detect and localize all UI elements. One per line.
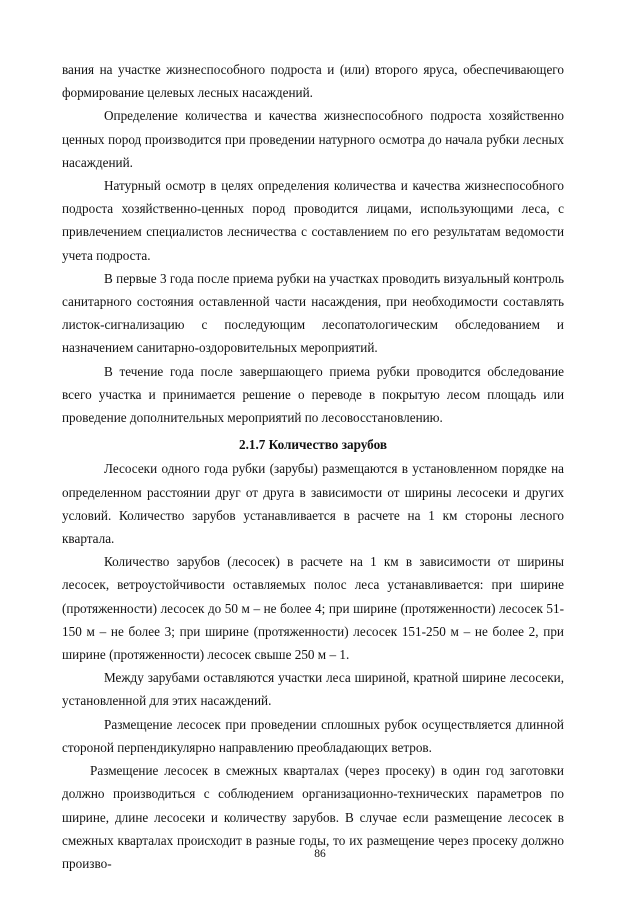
paragraph-3: Натурный осмотр в целях определения количества и качества жизнеспособного подроста хозяйственно-ценных пород проводится лицами, использующими леса, с привлечением специалистов лесничества с составлением по его результатам ведомости учета подроста.: [62, 178, 564, 263]
page-number: 86: [314, 848, 326, 860]
paragraph-8: Между зарубами оставляются участки леса шириной, кратной ширине лесосеки, установленной для этих насаждений.: [62, 670, 564, 709]
paragraph-7: Количество зарубов (лесосек) в расчете на 1 км в зависимости от ширины лесосек, ветроустойчивости оставляемых полос леса устанавливается: при ширине (протяженности) лесосек до 50 м – не более 4; при ширине (протяженности) лесосек 51-150 м – не более 3; при ширине (протяженности) лесосек 151-250 м – не более 2, при ширине (протяженности) лесосек свыше 250 м – 1.: [62, 554, 564, 663]
document-page: [62, 58, 564, 875]
paragraph-5: В течение года после завершающего приема рубки проводится обследование всего участка и принимается решение о переводе в покрытую лесом площадь или проведение дополнительных мероприятий по лесовосстановлению.: [62, 363, 564, 426]
paragraph-4: В первые 3 года после приема рубки на участках проводить визуальный контроль санитарного состояния оставленной части насаждения, при необходимости составлять листок-сигнализацию с последующим лесопатологическим обследованием и назначением санитарно-оздоровительных мероприятий.: [62, 270, 564, 356]
paragraph-6: Лесосеки одного года рубки (зарубы) размещаются в установленном порядке на определенном расстоянии друг от друга в зависимости от ширины лесосеки и других условий. Количество зарубов устанавливается в расчете на 1 км стороны лесного квартала.: [62, 461, 564, 547]
paragraph-1: вания на участке жизнеспособного подроста и (или) второго яруса, обеспечивающего формирование целевых лесных насаждений.: [62, 62, 564, 101]
section-heading: 2.1.7 Количество зарубов: [239, 437, 387, 453]
paragraph-9: Размещение лесосек при проведении сплошных рубок осуществляется длинной стороной перпендикулярно направлению преобладающих ветров.: [62, 716, 564, 755]
paragraph-10: Размещение лесосек в смежных кварталах (через просеку) в один год заготовки должно производиться с соблюдением организационно-технических параметров по ширине, длине лесосеки и количеству зарубов. В случае если размещение лесосек в смежных кварталах происходит в разные годы, то их размещение через просеку должно произво-: [62, 763, 564, 871]
paragraph-2: Определение количества и качества жизнеспособного подроста хозяйственно ценных пород производится при проведении натурного осмотра до начала рубки лесных насаждений.: [62, 108, 564, 170]
